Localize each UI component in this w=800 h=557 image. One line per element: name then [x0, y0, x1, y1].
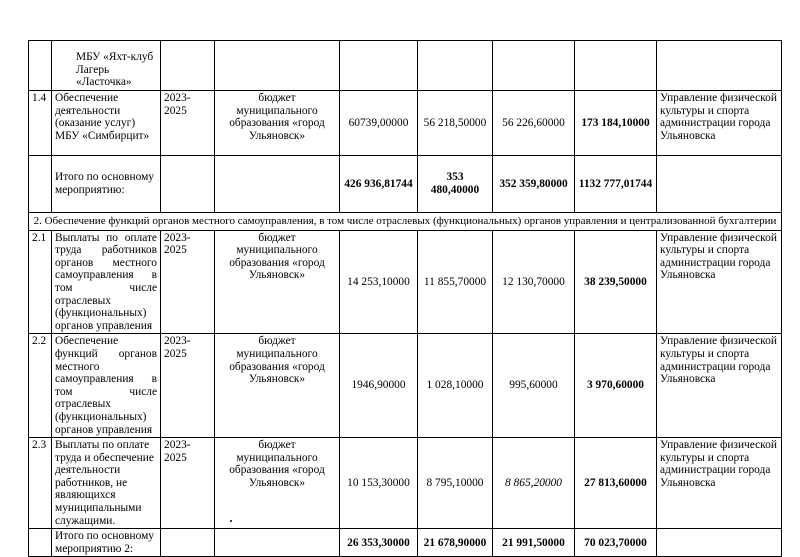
funding-source: бюджет муниципального образования «город Ульяновск» [215, 334, 340, 438]
executor: Управление физической культуры и спорта администрации города Ульяновска [657, 438, 782, 529]
period: 2023-2025 [161, 91, 215, 156]
funding-source: бюджет муниципального образования «город Ульяновск» [215, 438, 340, 529]
amount-2024: 353 480,40000 [418, 156, 493, 213]
table-row [29, 230, 782, 334]
amount-2023: 60739,00000 [340, 91, 418, 156]
table-row [29, 156, 782, 213]
row-number: 1.4 [29, 91, 52, 156]
amount-2024: 1 028,10000 [418, 334, 493, 438]
amount-2025: 12 130,70000 [493, 230, 575, 334]
amount-2025: 8 865,20000 [493, 438, 575, 529]
row-number: 2.2 [29, 334, 52, 438]
period: 2023-2025 [161, 230, 215, 334]
table-row [29, 529, 782, 557]
amount-2023: 1946,90000 [340, 334, 418, 438]
activity-name: Обеспечение функций органов местного самоуправления в том числе отраслевых (функциональных) органов управления [52, 334, 161, 438]
table-row [29, 438, 782, 529]
executor: Управление физической культуры и спорта администрации города Ульяновска [657, 334, 782, 438]
section-heading: 2. Обеспечение функций органов местного самоуправления, в том числе отраслевых (функциональных) органов управления и централизованной бухгалтерии [29, 213, 782, 231]
activity-name: Выплаты по оплате труда работников органов местного самоуправления в том числе отраслевых (функциональных) органов управления [52, 230, 161, 334]
table-row [29, 213, 782, 231]
amount-2023: 14 253,10000 [340, 230, 418, 334]
executor: Управление физической культуры и спорта администрации города Ульяновска [657, 230, 782, 334]
amount-2025: 21 991,50000 [493, 529, 575, 557]
amount-2024: 11 855,70000 [418, 230, 493, 334]
table-row [29, 334, 782, 438]
period: 2023-2025 [161, 438, 215, 529]
amount-2024: 56 218,50000 [418, 91, 493, 156]
activity-name: Обеспечение деятельности (оказание услуг) МБУ «Симбирцит» [52, 91, 161, 156]
total-label: Итого по основному мероприятию: [52, 156, 161, 213]
scan-speck [230, 520, 232, 522]
amount-2025: 995,60000 [493, 334, 575, 438]
amount-2024: 8 795,10000 [418, 438, 493, 529]
amount-2023: 426 936,81744 [340, 156, 418, 213]
row-number: 2.1 [29, 230, 52, 334]
activity-name: Выплаты по оплате труда и обеспечение деятельности работников, не являющихся муниципальными служащими. [52, 438, 161, 529]
amount-2023: 26 353,30000 [340, 529, 418, 557]
period: 2023-2025 [161, 334, 215, 438]
amount-total: 3 970,60000 [575, 334, 657, 438]
table-row [29, 41, 782, 91]
amount-total: 1132 777,01744 [575, 156, 657, 213]
amount-total: 70 023,70000 [575, 529, 657, 557]
amount-2023: 10 153,30000 [340, 438, 418, 529]
amount-total: 27 813,60000 [575, 438, 657, 529]
org-name: МБУ «Яхт-клуб Лагерь «Ласточка» [52, 41, 161, 91]
amount-2025: 56 226,60000 [493, 91, 575, 156]
amount-2024: 21 678,90000 [418, 529, 493, 557]
amount-total: 38 239,50000 [575, 230, 657, 334]
row-number: 2.3 [29, 438, 52, 529]
executor: Управление физической культуры и спорта администрации города Ульяновска [657, 91, 782, 156]
funding-source: бюджет муниципального образования «город Ульяновск» [215, 91, 340, 156]
amount-total: 173 184,10000 [575, 91, 657, 156]
table-row [29, 91, 782, 156]
amount-2025: 352 359,80000 [493, 156, 575, 213]
total-label: Итого по основному мероприятию 2: [52, 529, 161, 557]
funding-source: бюджет муниципального образования «город Ульяновск» [215, 230, 340, 334]
program-table [28, 40, 782, 557]
